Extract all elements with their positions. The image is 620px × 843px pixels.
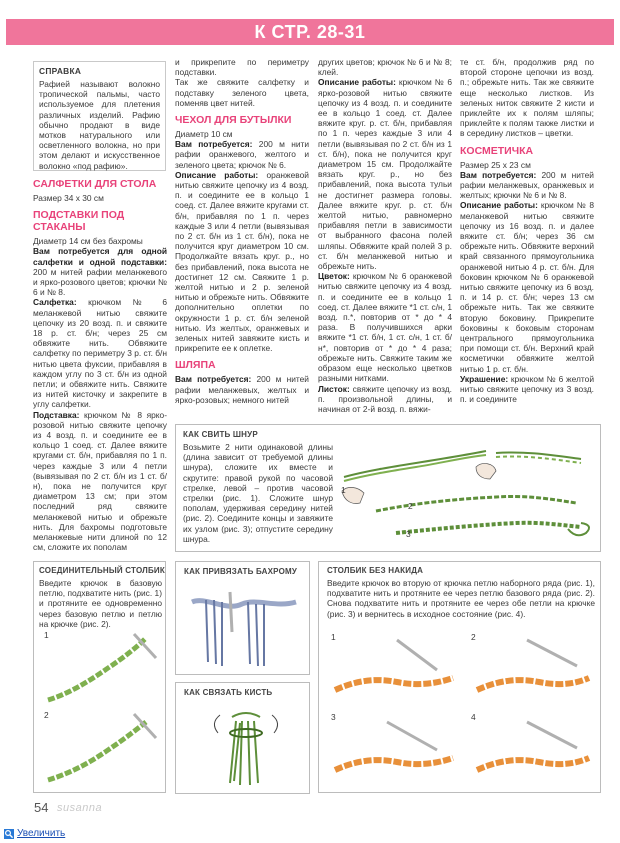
column-1 — [33, 178, 167, 553]
brand-logo: susanna — [57, 802, 103, 814]
bag-size: Размер 25 х 23 см — [460, 159, 531, 170]
box-single-crochet — [318, 561, 601, 793]
col3-intro: других цветов; крючок № 6 и № 8; клей. — [318, 57, 452, 78]
bag-desc-label: Описание работы: — [460, 200, 538, 211]
box-attach-fringe — [175, 561, 310, 675]
sc-fig-3-label: 3 — [331, 712, 336, 722]
flower-text: крючком № 6 оранжевой нитью свяжите цепочку из 4 возд. п. и соедините ее в кольцо 1 соед. ст. Далее вяжите *1 ст. с/н, 1 возд. п.*, повторив от * до * 4 раза. В получившихся арки вяжите *1 ст. б/н, 1 ст. с/н, 1 ст. б/н*, повторив от * до * 4 раза; обрежьте нить. Свяжите таким же образом еще несколько цветков разными нитками. — [318, 271, 452, 384]
single-crochet-illustration — [327, 630, 597, 790]
napkin-label: Салфетка: — [33, 297, 77, 308]
column-3 — [318, 57, 452, 414]
box-slip-stitch-title: СОЕДИНИТЕЛЬНЫЙ СТОЛБИК — [39, 566, 165, 575]
magnifier-icon — [4, 829, 14, 839]
sc-fig-2-label: 2 — [471, 632, 476, 642]
napkins-size: Размер 34 х 30 см — [33, 193, 104, 203]
reference-box — [33, 61, 166, 171]
col2-intro: и прикрепите по периметру подставки. — [175, 57, 309, 78]
box-slip-stitch — [33, 561, 166, 793]
reference-title: СПРАВКА — [39, 66, 82, 76]
bottle-desc-text: оранжевой нитью свяжите цепочку из 4 возд. п. и соедините ее в кольцо 1 соед. ст. Далее вяжите кругами ст. б/н, прибавляя по 1 п. через каждые 3 или 4 петли (вывязывая по 2 ст. б/н из 1 ст. б/н), пока не получится круг диаметром 10 см. Продолжайте вязать круг. р., но без прибавлений, пока высота не достигнет 12 см. Свяжите 1 р. желтой нитью и 2 р. зеленой нитью и обрежьте нить. Обвяжите дополнительно оплетки по окружности 1 р. ст. б/н зеленой нитью. Из желтых, оранжевых и зеленых нитей завяжите кисть и прикрепите ее к оплетке. — [175, 169, 309, 354]
sc-fig-4-label: 4 — [471, 712, 476, 722]
slip-fig-1-label: 1 — [44, 630, 49, 640]
col4-intro: те ст. б/н, продолжив ряд по второй стороне цепочки из возд. п.; обрежьте нить. Так же свяжите еще несколько листков. Из зеленых ниток свяжите 2 кисти и приклейте их к полям шляпы; приклейте к полям также листки и в середину листков – цветки. — [460, 57, 594, 139]
box-twist-cord — [175, 424, 601, 552]
box-twist-cord-title: КАК СВИТЬ ШНУР — [183, 430, 258, 439]
heading-hat: ШЛЯПА — [175, 359, 216, 372]
coaster-label: Подставка: — [33, 409, 80, 420]
materials-label: Вам потребуется для одной салфетки и одной подставки: — [33, 246, 167, 267]
page-title: К СТР. 28-31 — [254, 22, 366, 42]
bottle-desc-label: Описание работы: — [175, 169, 259, 180]
twist-cord-illustration — [336, 429, 598, 549]
bottle-materials-text: 200 м нити рафии оранжевого, желтого и зеленого цвета; крючок № 6. — [175, 139, 310, 170]
sc-fig-1-label: 1 — [331, 632, 336, 642]
col2-same: Так же свяжите салфетку и подставку зеленого цвета, поменяв цвет нитей. — [175, 77, 309, 108]
zoom-link-label[interactable]: Увеличить — [17, 828, 66, 839]
hat-desc-label: Описание работы: — [318, 77, 396, 88]
heading-cosmetic-bag: КОСМЕТИЧКА — [460, 144, 534, 157]
materials-text: 200 м нитей рафии меланжевого и ярко-розового цветов; крючки № 6 и № 8. — [33, 266, 167, 298]
page-number: 54 — [34, 800, 49, 815]
decoration-text: крючком № 6 желтой нитью свяжите цепочку из 3 возд. п. и соедините — [460, 373, 595, 405]
box-twist-cord-text: Возьмите 2 нити одинаковой длины (длина зависит от требуемой длины шнура), сложите их вместе и скрутите: правой рукой по часовой стрелке, левой – против часовой стрелки (рис. 1). Сложите шнур пополам, удерживая середину нитей (рис. 2). Соедините концы и завяжите их узлом (рис. 3); отпустите середину шнура. — [183, 442, 333, 544]
box-make-tassel — [175, 682, 310, 794]
coasters-diameter: Диаметр 14 см без бахромы — [33, 236, 143, 247]
bottle-materials-label: Вам потребуется: — [175, 139, 253, 150]
flower-label: Цветок: — [318, 271, 350, 282]
twist-fig-1-label: 1 — [341, 485, 346, 495]
box-attach-fringe-title: КАК ПРИВЯЗАТЬ БАХРОМУ — [184, 567, 298, 576]
coaster-text: крючком № 8 ярко-розовой нитью свяжите цепочку из 4 возд. п. и соедините ее в кольцо 1 соед. ст. Далее вяжите кругами ст. б/н, прибавляя по 1 п. через каждые 3 или 4 петли (вывязывая по 2 ст. б/н из 1 ст. б/н), пока не получится круг диаметром 13 см; при этом последний ряд свяжите меланжевой нитью и обрежьте нить. Для бахромы подготовьте меланжевые нити длиной по 12 см, сложите их пополам — [33, 409, 167, 553]
heading-coasters: ПОДСТАВКИ ПОД СТАКАНЫ — [33, 209, 125, 234]
zoom-link[interactable] — [4, 828, 65, 839]
leaf-label: Листок: — [318, 383, 350, 394]
fringe-illustration — [186, 582, 301, 672]
tassel-illustration — [196, 703, 296, 793]
header-band — [6, 19, 614, 45]
twist-fig-2-label: 2 — [408, 501, 413, 511]
column-2 — [175, 57, 309, 405]
reference-text: Рафией называют волокно тропической пальмы, часто используемое для плетения различных изделий. Рафию обычно продают в виде мотков натурального или осветленного волокна, но при этом делают и искусственное волокно «под рафию». — [39, 79, 160, 171]
heading-bottle-cover: ЧЕХОЛ ДЛЯ БУТЫЛКИ — [175, 114, 292, 127]
hat-materials-label: Вам потребуется: — [175, 374, 252, 385]
twist-fig-3-label: 3 — [406, 529, 411, 539]
leaf-text: свяжите цепочку из возд. п. произвольной длины, и начиная от 2-й возд. п. вяжи- — [318, 383, 452, 414]
bag-desc-text: крючком № 8 меланжевой нитью свяжите цепочку из 16 возд. п. и далее вяжите ст. б/н; через 36 см обрежьте нить. Обвяжите верхний край связанного прямоугольника оранжевой нитью 4 р. ст. б/н. Для боковин крючком № 6 оранжевой нитью свяжите цепочку из 6 возд. п. и 14 р. ст. б/н; через 13 см обрежьте нить. Так же свяжите вторую боковину. Прикрепите боковины к боковым сторонам центрального прямоугольника при помощи ст. б/н. Верхний край косметички обвяжите желтой нитью 1 р. ст. б/н. — [460, 200, 594, 374]
hat-materials-text: 200 м нитей рафии меланжевых, желтых и ярко-розовых; немного нитей — [175, 374, 309, 405]
box-make-tassel-title: КАК СВЯЗАТЬ КИСТЬ — [184, 688, 273, 697]
bag-materials-label: Вам потребуется: — [460, 169, 537, 180]
heading-napkins: САЛФЕТКИ ДЛЯ СТОЛА — [33, 178, 157, 190]
column-4 — [460, 57, 594, 405]
bottle-diameter: Диаметр 10 см — [175, 129, 233, 140]
box-single-crochet-title: СТОЛБИК БЕЗ НАКИДА — [327, 566, 424, 575]
decoration-label: Украшение: — [460, 373, 509, 384]
slip-fig-2-label: 2 — [44, 710, 49, 720]
napkin-text: крючком № 6 меланжевой нитью свяжите цепочку из 20 возд. п. и свяжите 18 р. ст. б/н; через 25 см обвяжите нить. Обвяжите салфетку по периметру 3 р. ст. б/н нитью цвета фуксии, прибавляя в каждом углу по 3 ст. б/н из одной петли; и обвяжите нить. Свяжите из нитей кисточку и закрепите в углу салфетки. — [33, 297, 168, 410]
box-slip-stitch-text: Введите крючок в базовую петлю, подхватите нить (рис. 1) и протяните ее одновременно через базовую петлю и петлю на крючке (рис. 2). — [39, 578, 162, 629]
hat-desc-text: крючком № 6 ярко-розовой нитью свяжите цепочку из 4 возд. п. и соедините ее в кольцо 1 соед. ст. Далее вяжите круг. р. ст. б/н, прибавляя по 1 п. через каждые 3 или 4 петли (вывязывая по 2 ст. б/н из 1 ст. б/н), пока не получится круг диаметром 15 см. Продолжайте вязать круг. р., но без прибавлений, пока высота тульи не достигнет размера головы. Далее вяжите круг. р. ст. б/н желтой нитью, равномерно прибавляя петли в зависимости от выбранного фасона полей шляпы. Обвяжите край полей 3 р. ст. б/н меланжевой нитью и обрежьте нить. — [318, 77, 452, 272]
box-single-crochet-text: Введите крючок во вторую от крючка петлю наборного ряда (рис. 1), подхватите нить и протяните ее через петлю базового ряда (рис. 2). Снова подхватите нить и протяните ее через обе петли на крючке (рис. 3) и вернитесь в исходное состояние (рис. 4). — [327, 578, 595, 619]
slip-stitch-illustration — [38, 630, 163, 790]
bag-materials-text: 200 м нитей рафии меланжевых, оранжевых и желтых; крючки № 6 и № 8. — [460, 169, 594, 201]
